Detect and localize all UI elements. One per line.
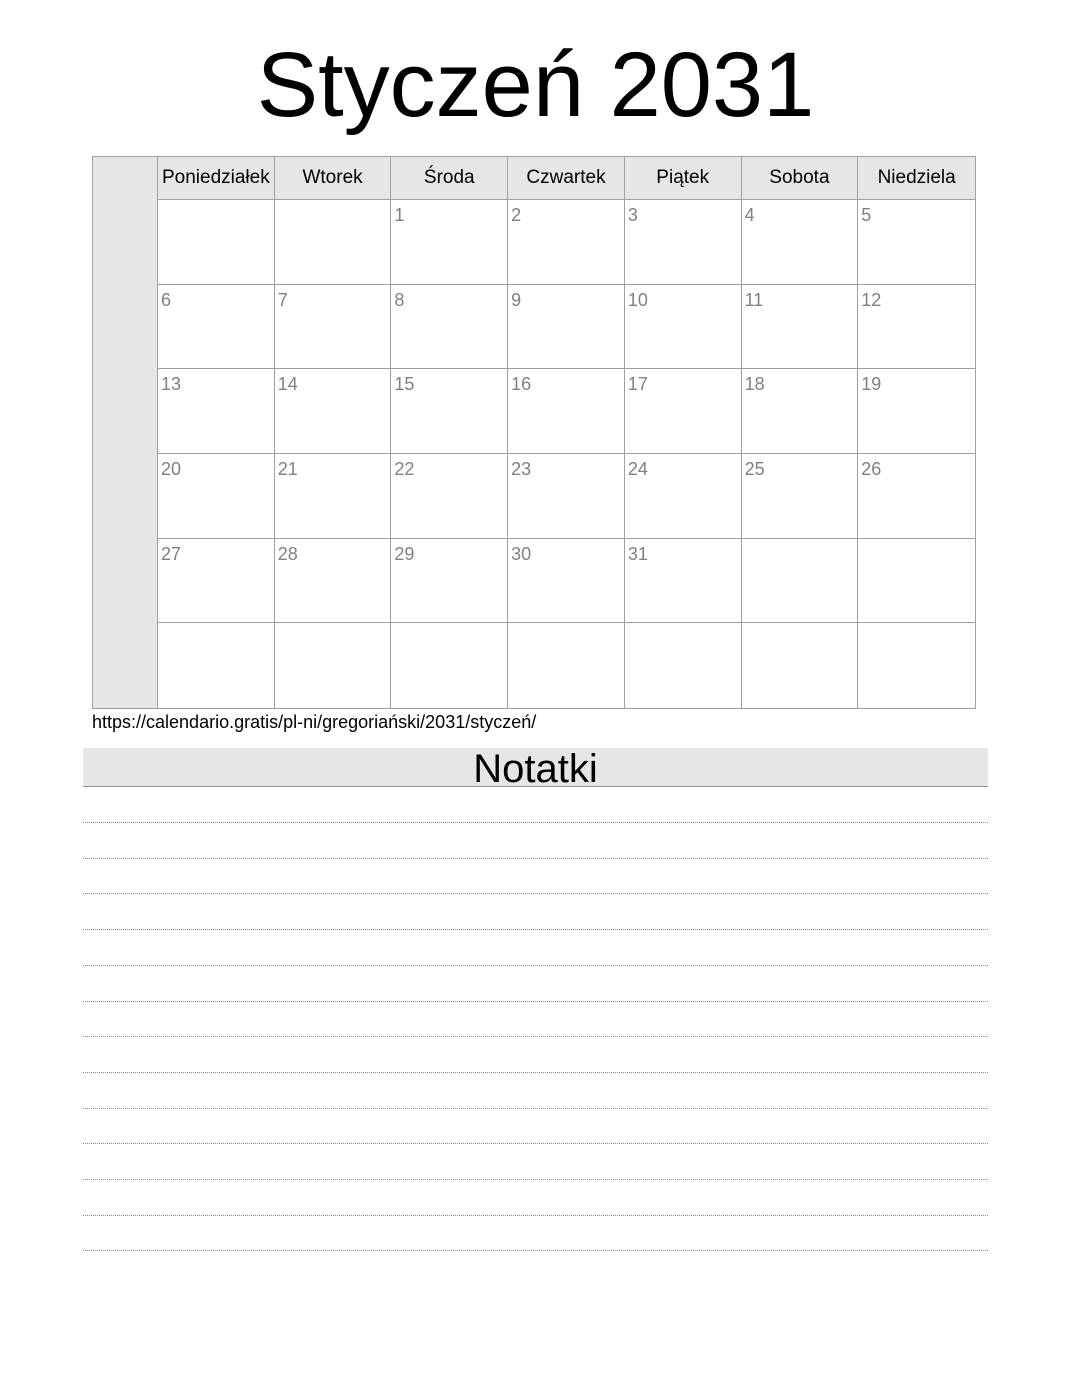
day-cell: 22: [391, 454, 508, 539]
day-cell: 24: [625, 454, 742, 539]
day-cell: [158, 200, 275, 285]
day-cell: 14: [275, 369, 392, 454]
day-cell: [508, 623, 625, 708]
day-cell: [275, 623, 392, 708]
note-line: [83, 929, 988, 930]
day-cell: 26: [858, 454, 975, 539]
note-line: [83, 1143, 988, 1144]
day-cell: [275, 200, 392, 285]
note-line: [83, 893, 988, 894]
weekday-header-wednesday: Środa: [391, 157, 508, 200]
day-cell: 2: [508, 200, 625, 285]
page-title: Styczeń 2031: [256, 34, 815, 136]
weekday-header-saturday: Sobota: [742, 157, 859, 200]
day-cell: 15: [391, 369, 508, 454]
note-line: [83, 1179, 988, 1180]
day-cell: 12: [858, 285, 975, 370]
note-line: [83, 858, 988, 859]
day-cell: 23: [508, 454, 625, 539]
weekday-header-thursday: Czwartek: [508, 157, 625, 200]
weekday-header-monday: Poniedziałek: [158, 157, 275, 200]
day-cell: 10: [625, 285, 742, 370]
day-cell: 1: [391, 200, 508, 285]
weekday-header-friday: Piątek: [625, 157, 742, 200]
day-cell: 16: [508, 369, 625, 454]
day-cell: 17: [625, 369, 742, 454]
day-cell: 20: [158, 454, 275, 539]
day-cell: [625, 623, 742, 708]
day-cell: [858, 539, 975, 624]
note-line: [83, 1215, 988, 1216]
day-cell: 27: [158, 539, 275, 624]
week-number-column: [93, 157, 158, 708]
note-line: [83, 1250, 988, 1251]
day-cell: 3: [625, 200, 742, 285]
day-cell: 5: [858, 200, 975, 285]
day-cell: 13: [158, 369, 275, 454]
day-cell: 7: [275, 285, 392, 370]
notes-title: Notatki: [83, 748, 988, 787]
source-url: https://calendario.gratis/pl-ni/gregoriański/2031/styczeń/: [92, 712, 537, 732]
day-cell: 28: [275, 539, 392, 624]
day-cell: 19: [858, 369, 975, 454]
day-cell: 11: [742, 285, 859, 370]
day-cell: [858, 623, 975, 708]
day-cell: 8: [391, 285, 508, 370]
day-cell: 18: [742, 369, 859, 454]
day-cell: [742, 539, 859, 624]
day-cell: 25: [742, 454, 859, 539]
weekday-header-sunday: Niedziela: [858, 157, 975, 200]
note-line: [83, 1108, 988, 1109]
note-line: [83, 1036, 988, 1037]
day-cell: [158, 623, 275, 708]
day-cell: 31: [625, 539, 742, 624]
calendar-grid: [92, 156, 976, 709]
note-line: [83, 1001, 988, 1002]
day-cell: 6: [158, 285, 275, 370]
day-cell: 30: [508, 539, 625, 624]
note-line: [83, 1072, 988, 1073]
day-cell: 29: [391, 539, 508, 624]
weekday-header-tuesday: Wtorek: [275, 157, 392, 200]
day-cell: 9: [508, 285, 625, 370]
note-line: [83, 965, 988, 966]
day-cell: 21: [275, 454, 392, 539]
day-cell: [742, 623, 859, 708]
day-cell: [391, 623, 508, 708]
note-line: [83, 822, 988, 823]
day-cell: 4: [742, 200, 859, 285]
